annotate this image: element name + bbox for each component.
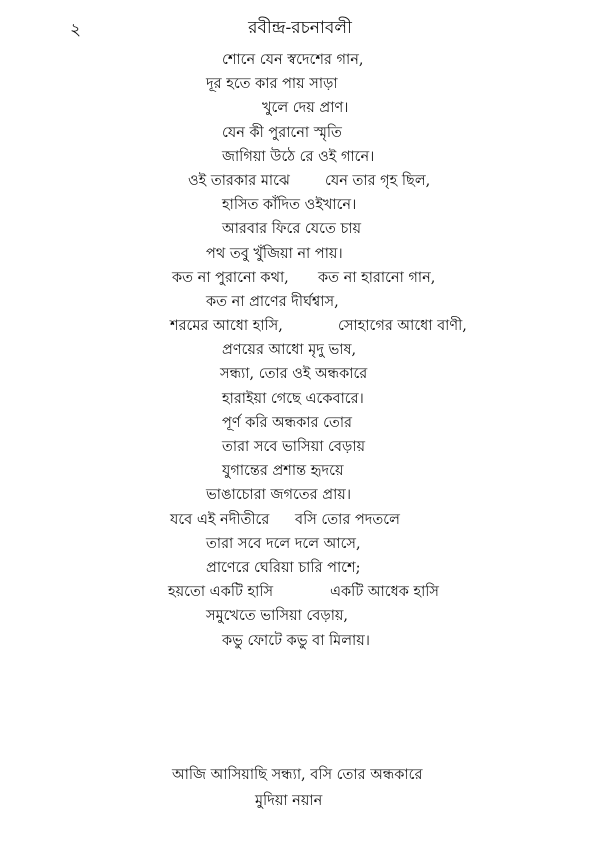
poem-line-text: কভু ফোটে কভু বা মিলায়।: [222, 632, 370, 649]
poem-line-text: যবে এই নদীতীরে: [170, 511, 270, 528]
poem-line-text: প্রণয়ের আধো মৃদু ভাষ,: [222, 342, 357, 359]
poem-line: [0, 362, 600, 386]
poem-line: [0, 217, 600, 241]
poem-line: [0, 435, 600, 459]
closing-stanza: [0, 762, 600, 814]
poem-line: [0, 387, 600, 411]
poem-line: [0, 411, 600, 435]
poem-line: [0, 242, 600, 266]
poem-line-text: পূর্ণ করি অন্ধকার তোর: [222, 414, 353, 431]
poem-line: [0, 556, 600, 580]
poem-line: [0, 314, 600, 338]
closing-line-text: আজি আসিয়াছি সন্ধ্যা, বসি তোর অন্ধকারে: [172, 767, 423, 783]
poem-line-text: ভাঙাচোরা জগতের প্রায়।: [206, 487, 352, 504]
poem-line: [0, 145, 600, 169]
poem-line-text: হাসিত কাঁদিত ওইখানে।: [222, 197, 357, 214]
poem-line: [0, 483, 600, 507]
poem-line-text: যেন কী পুরানো স্মৃতি: [222, 124, 342, 141]
poem-line-text-right: সোহাগের আধো বাণী,: [338, 318, 467, 335]
poem-line-text: সন্ধ্যা, তোর ওই অন্ধকারে: [220, 366, 368, 383]
poem-line-text: হারাইয়া গেছে একেবারে।: [222, 390, 364, 407]
poem-line-text: যুগান্তের প্রশান্ত হৃদয়ে: [222, 463, 344, 480]
closing-line: [0, 762, 600, 788]
poem-line-text: শরমের আধো হাসি,: [170, 318, 283, 335]
poem-line-text: জাগিয়া উঠে রে ওই গানে।: [222, 148, 375, 165]
poem-stanza: [0, 48, 600, 653]
poem-line: [0, 290, 600, 314]
poem-line: [0, 580, 600, 604]
poem-line: [0, 532, 600, 556]
poem-line-text: তারা সবে ভাসিয়া বেড়ায়: [222, 439, 366, 455]
poem-line-text: সমুখেতে ভাসিয়া বেড়ায়,: [206, 608, 349, 625]
poem-line: [0, 72, 600, 96]
poem-line-text: ওই তারকার মাঝে: [188, 172, 290, 189]
poem-line: [0, 193, 600, 217]
poem-line-text: হয়তো একটি হাসি: [168, 584, 274, 601]
poem-line: [0, 96, 600, 120]
poem-line-text: প্রাণেরে ঘেরিয়া চারি পাশে;: [206, 559, 361, 576]
poem-line-text-right: একটি আধেক হাসি: [330, 584, 440, 601]
poem-line-text: কত না প্রাণের দীর্ঘশ্বাস,: [206, 293, 339, 310]
poem-line: [0, 266, 600, 290]
poem-line: [0, 459, 600, 483]
poem-line: [0, 508, 600, 532]
poem-line: [0, 169, 600, 193]
poem-line-text: আরবার ফিরে যেতে চায়: [222, 221, 362, 238]
poem-line-text: দূর হতে কার পায় সাড়া: [206, 76, 338, 93]
poem-line-text: কত না পুরানো কথা,: [172, 269, 289, 286]
poem-line-text: তারা সবে দলে দলে আসে,: [206, 535, 361, 552]
poem-line: [0, 338, 600, 362]
poem-line-text: শোনে যেন স্বদেশের গান,: [222, 52, 364, 68]
poem-line: [0, 48, 600, 72]
poem-line: [0, 604, 600, 628]
poem-line-text-right: কত না হারানো গান,: [318, 269, 436, 286]
closing-line: [0, 788, 600, 814]
poem-line-text-right: বসি তোর পদতলে: [295, 511, 400, 528]
poem-line-text: খুলে দেয় প্রাণ।: [262, 100, 349, 117]
page-number: ২: [70, 20, 82, 40]
running-title: রবীন্দ্র-রচনাবলী: [248, 18, 352, 38]
closing-line-text: মুদিয়া নয়ান: [255, 793, 323, 809]
poem-line: [0, 121, 600, 145]
poem-line-text: পথ তবু খুঁজিয়া না পায়।: [206, 245, 343, 262]
poem-line: [0, 629, 600, 653]
poem-line-text-right: যেন তার গৃহ ছিল,: [325, 172, 431, 189]
